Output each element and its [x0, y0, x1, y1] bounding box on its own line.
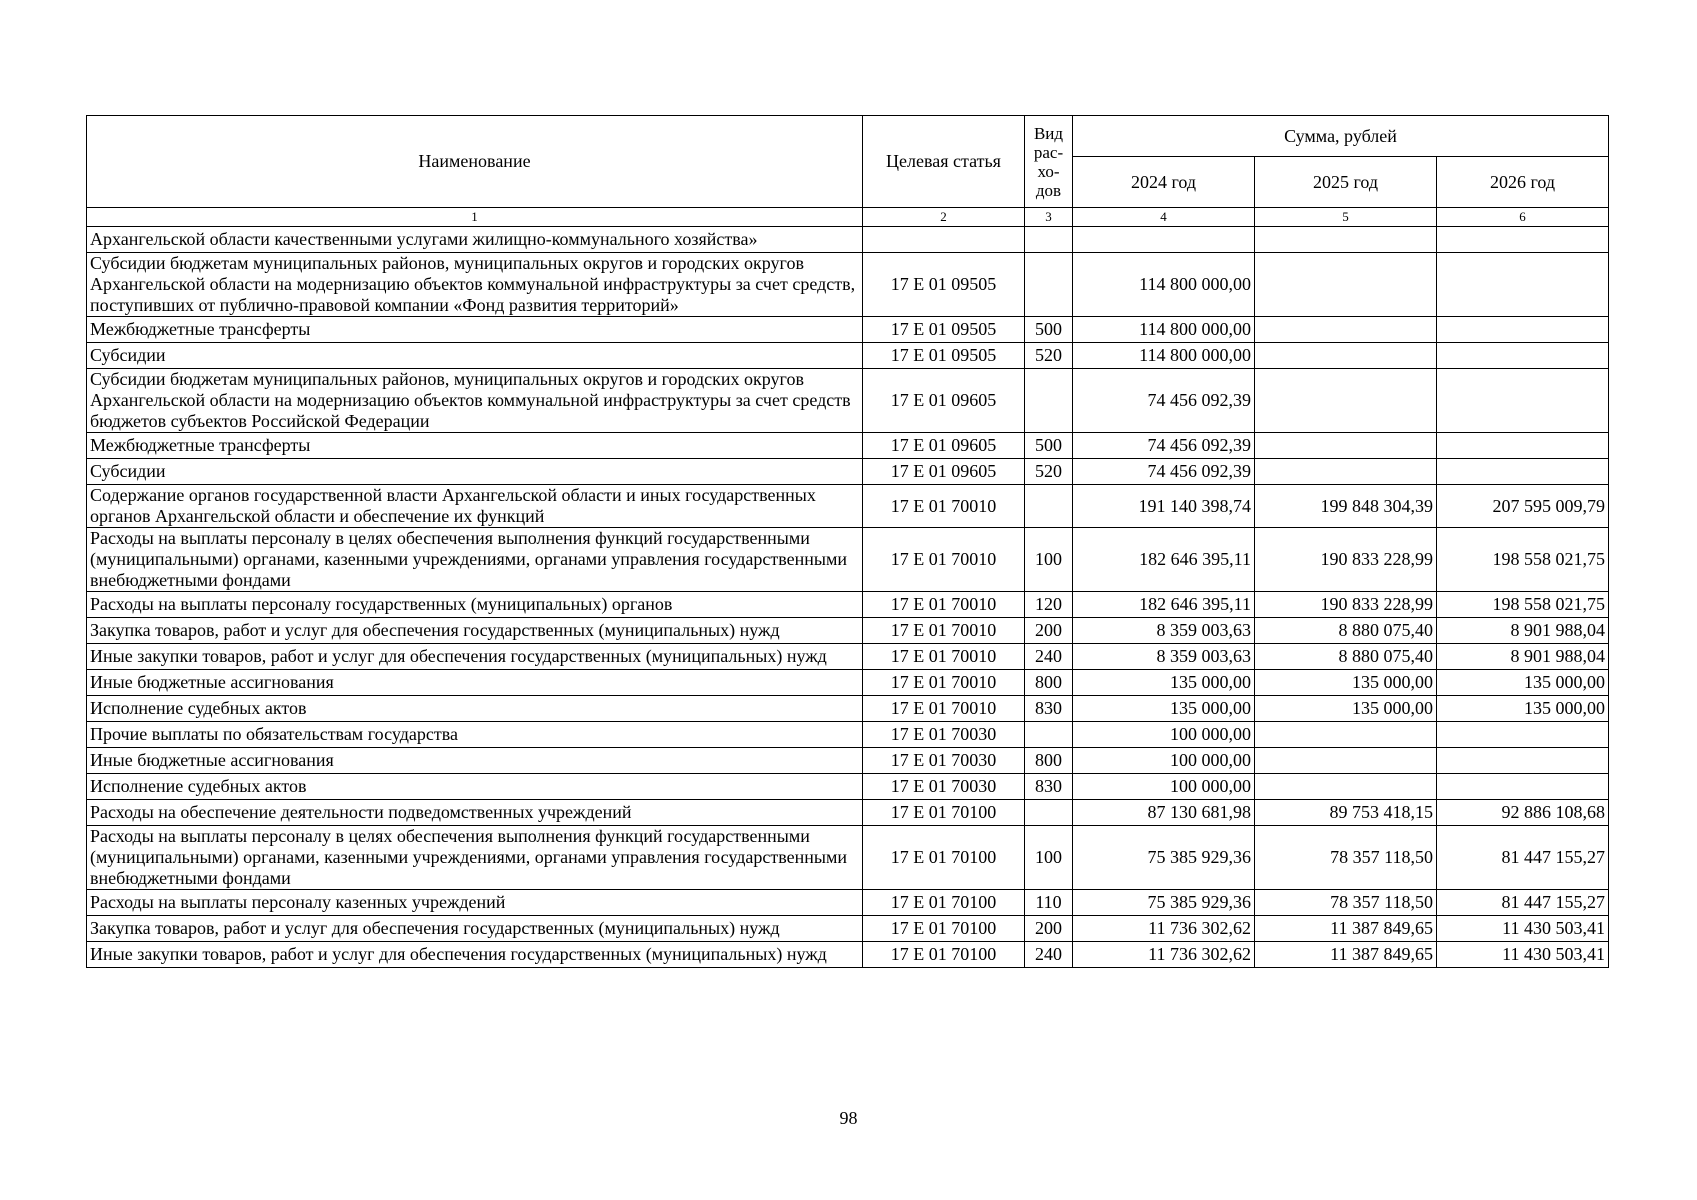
cell-amount-2025	[1255, 369, 1437, 433]
table-row	[87, 826, 1609, 890]
cell-target-article: 17 E 01 70030	[863, 722, 1025, 748]
table-header	[87, 116, 1609, 227]
table-row	[87, 696, 1609, 722]
cell-amount-2026: 198 558 021,75	[1437, 592, 1609, 618]
cell-target-article: 17 E 01 70100	[863, 942, 1025, 968]
cell-amount-2024: 74 456 092,39	[1073, 459, 1255, 485]
cell-amount-2026: 11 430 503,41	[1437, 916, 1609, 942]
column-number: 4	[1073, 208, 1255, 227]
cell-amount-2024: 75 385 929,36	[1073, 890, 1255, 916]
table-row	[87, 942, 1609, 968]
cell-expense-type	[1025, 800, 1073, 826]
cell-expense-type	[1025, 485, 1073, 528]
column-number: 2	[863, 208, 1025, 227]
cell-expense-type: 110	[1025, 890, 1073, 916]
cell-name: Прочие выплаты по обязательствам государства	[87, 722, 863, 748]
table-row	[87, 369, 1609, 433]
cell-expense-type: 520	[1025, 343, 1073, 369]
cell-amount-2025	[1255, 722, 1437, 748]
cell-amount-2025: 8 880 075,40	[1255, 618, 1437, 644]
cell-expense-type	[1025, 253, 1073, 317]
cell-name: Иные бюджетные ассигнования	[87, 670, 863, 696]
cell-expense-type	[1025, 369, 1073, 433]
cell-expense-type: 830	[1025, 774, 1073, 800]
cell-amount-2026	[1437, 227, 1609, 253]
cell-amount-2024: 114 800 000,00	[1073, 317, 1255, 343]
cell-target-article: 17 E 01 70100	[863, 916, 1025, 942]
cell-target-article	[863, 227, 1025, 253]
cell-amount-2026	[1437, 774, 1609, 800]
cell-amount-2024: 100 000,00	[1073, 748, 1255, 774]
cell-name: Расходы на выплаты персоналу в целях обеспечения выполнения функций государственными (муниципальными) органами, казенными учреждениями, органами управления государственными внебюджетными фондами	[87, 826, 863, 890]
header-vid-line: рас-	[1033, 142, 1064, 162]
table-row	[87, 670, 1609, 696]
cell-amount-2026: 207 595 009,79	[1437, 485, 1609, 528]
cell-amount-2024: 114 800 000,00	[1073, 343, 1255, 369]
cell-amount-2024: 100 000,00	[1073, 774, 1255, 800]
header-vid-line: Вид	[1033, 123, 1064, 143]
cell-amount-2024: 191 140 398,74	[1073, 485, 1255, 528]
cell-amount-2025: 78 357 118,50	[1255, 890, 1437, 916]
cell-name: Иные закупки товаров, работ и услуг для обеспечения государственных (муниципальных) нужд	[87, 942, 863, 968]
cell-amount-2025	[1255, 748, 1437, 774]
cell-amount-2025	[1255, 433, 1437, 459]
cell-target-article: 17 E 01 70010	[863, 592, 1025, 618]
cell-amount-2025: 135 000,00	[1255, 696, 1437, 722]
cell-expense-type: 100	[1025, 528, 1073, 592]
cell-target-article: 17 E 01 70100	[863, 890, 1025, 916]
cell-amount-2026	[1437, 459, 1609, 485]
cell-expense-type: 200	[1025, 618, 1073, 644]
cell-target-article: 17 E 01 09605	[863, 433, 1025, 459]
cell-amount-2026: 81 447 155,27	[1437, 826, 1609, 890]
cell-amount-2025	[1255, 343, 1437, 369]
table-row	[87, 644, 1609, 670]
cell-amount-2025: 190 833 228,99	[1255, 592, 1437, 618]
cell-expense-type: 200	[1025, 916, 1073, 942]
cell-amount-2025: 8 880 075,40	[1255, 644, 1437, 670]
cell-amount-2024: 135 000,00	[1073, 696, 1255, 722]
table-row	[87, 343, 1609, 369]
cell-target-article: 17 E 01 70030	[863, 774, 1025, 800]
header-vid-line: дов	[1035, 180, 1062, 200]
cell-target-article: 17 E 01 09505	[863, 253, 1025, 317]
cell-amount-2025	[1255, 227, 1437, 253]
cell-target-article: 17 E 01 70030	[863, 748, 1025, 774]
cell-amount-2026	[1437, 343, 1609, 369]
cell-target-article: 17 E 01 70100	[863, 826, 1025, 890]
header-year-2025: 2025 год	[1255, 157, 1437, 208]
cell-amount-2025	[1255, 253, 1437, 317]
table-row	[87, 592, 1609, 618]
cell-amount-2024: 114 800 000,00	[1073, 253, 1255, 317]
cell-name: Расходы на выплаты персоналу казенных учреждений	[87, 890, 863, 916]
cell-amount-2024: 135 000,00	[1073, 670, 1255, 696]
cell-amount-2025: 11 387 849,65	[1255, 916, 1437, 942]
cell-name: Субсидии бюджетам муниципальных районов, муниципальных округов и городских округов Архангельской области на модернизацию объектов коммунальной инфраструктуры за счет средств бюджетов субъектов Российской Федерации	[87, 369, 863, 433]
cell-name: Архангельской области качественными услугами жилищно-коммунального хозяйства»	[87, 227, 863, 253]
header-code: Целевая статья	[863, 116, 1025, 208]
cell-name: Иные закупки товаров, работ и услуг для обеспечения государственных (муниципальных) нужд	[87, 644, 863, 670]
cell-name: Межбюджетные трансферты	[87, 433, 863, 459]
table-row	[87, 916, 1609, 942]
cell-amount-2026: 198 558 021,75	[1437, 528, 1609, 592]
cell-amount-2024: 182 646 395,11	[1073, 528, 1255, 592]
cell-amount-2024: 75 385 929,36	[1073, 826, 1255, 890]
cell-amount-2026: 8 901 988,04	[1437, 618, 1609, 644]
cell-target-article: 17 E 01 70010	[863, 644, 1025, 670]
cell-expense-type: 240	[1025, 644, 1073, 670]
budget-table	[86, 115, 1609, 968]
table-row	[87, 433, 1609, 459]
cell-amount-2025: 11 387 849,65	[1255, 942, 1437, 968]
cell-name: Субсидии	[87, 343, 863, 369]
header-year-2026: 2026 год	[1437, 157, 1609, 208]
cell-target-article: 17 E 01 70010	[863, 696, 1025, 722]
cell-expense-type: 830	[1025, 696, 1073, 722]
cell-target-article: 17 E 01 70010	[863, 528, 1025, 592]
cell-name: Субсидии	[87, 459, 863, 485]
cell-expense-type: 800	[1025, 670, 1073, 696]
cell-name: Закупка товаров, работ и услуг для обеспечения государственных (муниципальных) нужд	[87, 916, 863, 942]
cell-expense-type: 800	[1025, 748, 1073, 774]
cell-amount-2025: 199 848 304,39	[1255, 485, 1437, 528]
table-row	[87, 485, 1609, 528]
cell-amount-2024: 87 130 681,98	[1073, 800, 1255, 826]
cell-target-article: 17 E 01 70010	[863, 485, 1025, 528]
cell-name: Расходы на выплаты персоналу в целях обеспечения выполнения функций государственными (муниципальными) органами, казенными учреждениями, органами управления государственными внебюджетными фондами	[87, 528, 863, 592]
cell-amount-2026	[1437, 748, 1609, 774]
cell-amount-2025	[1255, 774, 1437, 800]
cell-amount-2026	[1437, 317, 1609, 343]
table-row	[87, 459, 1609, 485]
cell-amount-2026	[1437, 253, 1609, 317]
cell-amount-2025: 78 357 118,50	[1255, 826, 1437, 890]
cell-amount-2024: 11 736 302,62	[1073, 942, 1255, 968]
cell-amount-2025: 135 000,00	[1255, 670, 1437, 696]
table-row	[87, 800, 1609, 826]
cell-expense-type: 240	[1025, 942, 1073, 968]
cell-name: Субсидии бюджетам муниципальных районов, муниципальных округов и городских округов Архангельской области на модернизацию объектов коммунальной инфраструктуры за счет средств, поступивших от публично-правовой компании «Фонд развития территорий»	[87, 253, 863, 317]
cell-target-article: 17 E 01 70100	[863, 800, 1025, 826]
page-number: 98	[839, 1108, 858, 1128]
header-vid-line: хо-	[1037, 161, 1060, 181]
column-number: 1	[87, 208, 863, 227]
cell-amount-2026	[1437, 433, 1609, 459]
cell-name: Исполнение судебных актов	[87, 774, 863, 800]
cell-amount-2026: 135 000,00	[1437, 696, 1609, 722]
cell-amount-2024: 182 646 395,11	[1073, 592, 1255, 618]
cell-amount-2026: 135 000,00	[1437, 670, 1609, 696]
cell-amount-2026: 11 430 503,41	[1437, 942, 1609, 968]
table-row	[87, 890, 1609, 916]
cell-expense-type: 100	[1025, 826, 1073, 890]
header-year-2024: 2024 год	[1073, 157, 1255, 208]
cell-name: Закупка товаров, работ и услуг для обеспечения государственных (муниципальных) нужд	[87, 618, 863, 644]
header-vid	[1025, 116, 1073, 208]
cell-amount-2026: 92 886 108,68	[1437, 800, 1609, 826]
table-body	[87, 227, 1609, 968]
cell-name: Исполнение судебных актов	[87, 696, 863, 722]
table-row	[87, 774, 1609, 800]
cell-amount-2025: 89 753 418,15	[1255, 800, 1437, 826]
cell-name: Содержание органов государственной власти Архангельской области и иных государственных органов Архангельской области и обеспечение их функций	[87, 485, 863, 528]
cell-target-article: 17 E 01 09505	[863, 343, 1025, 369]
cell-amount-2024: 8 359 003,63	[1073, 618, 1255, 644]
cell-target-article: 17 E 01 09505	[863, 317, 1025, 343]
table-row	[87, 317, 1609, 343]
cell-amount-2024: 8 359 003,63	[1073, 644, 1255, 670]
cell-amount-2026	[1437, 369, 1609, 433]
header-name: Наименование	[87, 116, 863, 208]
column-number: 3	[1025, 208, 1073, 227]
cell-amount-2026: 81 447 155,27	[1437, 890, 1609, 916]
table-row	[87, 618, 1609, 644]
column-number: 6	[1437, 208, 1609, 227]
cell-amount-2026: 8 901 988,04	[1437, 644, 1609, 670]
cell-amount-2024: 11 736 302,62	[1073, 916, 1255, 942]
cell-expense-type: 500	[1025, 317, 1073, 343]
table-row	[87, 722, 1609, 748]
table-row	[87, 253, 1609, 317]
header-sum: Сумма, рублей	[1073, 116, 1609, 157]
cell-amount-2025	[1255, 459, 1437, 485]
table-row	[87, 748, 1609, 774]
cell-target-article: 17 E 01 70010	[863, 618, 1025, 644]
cell-expense-type: 500	[1025, 433, 1073, 459]
cell-target-article: 17 E 01 09605	[863, 369, 1025, 433]
cell-name: Иные бюджетные ассигнования	[87, 748, 863, 774]
cell-amount-2026	[1437, 722, 1609, 748]
column-number: 5	[1255, 208, 1437, 227]
cell-amount-2024: 100 000,00	[1073, 722, 1255, 748]
cell-amount-2024: 74 456 092,39	[1073, 433, 1255, 459]
cell-target-article: 17 E 01 70010	[863, 670, 1025, 696]
cell-name: Межбюджетные трансферты	[87, 317, 863, 343]
cell-amount-2025: 190 833 228,99	[1255, 528, 1437, 592]
table-row	[87, 528, 1609, 592]
cell-amount-2024	[1073, 227, 1255, 253]
cell-target-article: 17 E 01 09605	[863, 459, 1025, 485]
cell-name: Расходы на обеспечение деятельности подведомственных учреждений	[87, 800, 863, 826]
cell-expense-type	[1025, 722, 1073, 748]
table-row	[87, 227, 1609, 253]
cell-expense-type	[1025, 227, 1073, 253]
cell-expense-type: 520	[1025, 459, 1073, 485]
cell-expense-type: 120	[1025, 592, 1073, 618]
cell-amount-2025	[1255, 317, 1437, 343]
cell-name: Расходы на выплаты персоналу государственных (муниципальных) органов	[87, 592, 863, 618]
column-number-row	[87, 208, 1609, 227]
cell-amount-2024: 74 456 092,39	[1073, 369, 1255, 433]
